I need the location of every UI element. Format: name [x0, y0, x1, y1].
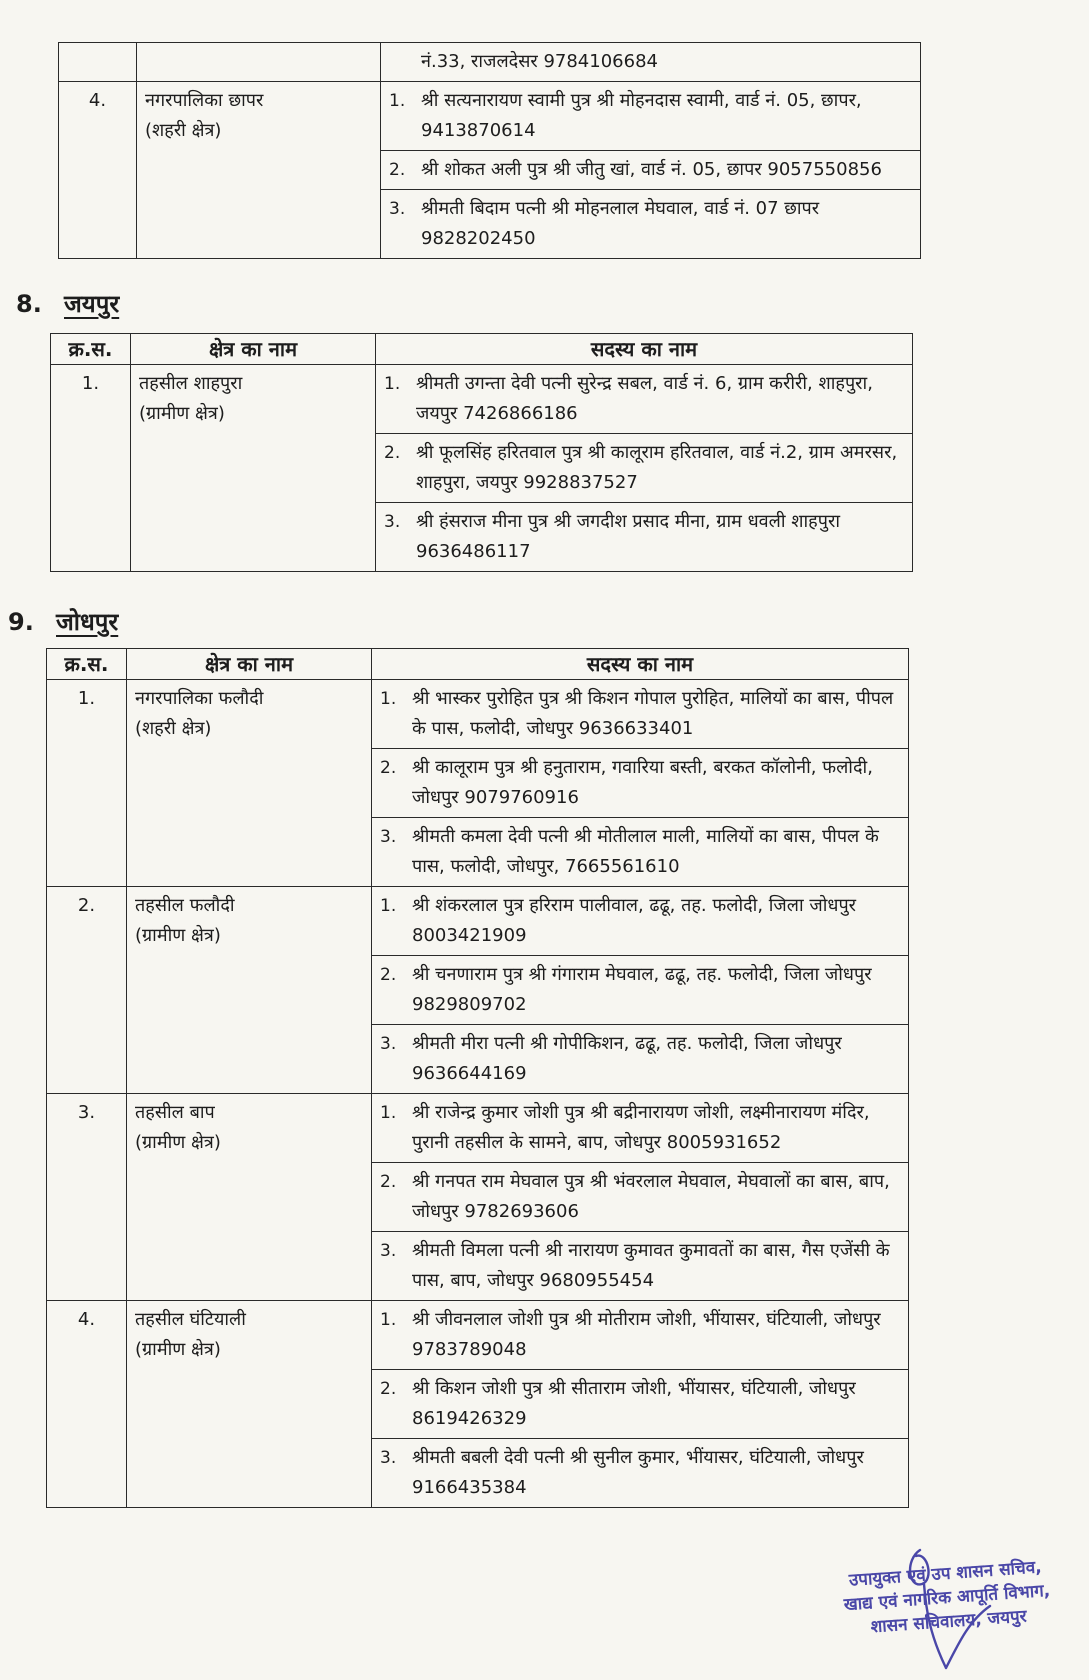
stamp-line: उपायुक्त एवं उप शासन सचिव, [848, 1557, 1043, 1591]
area-title: तहसील फलौदी [135, 895, 235, 916]
member-entry [372, 1232, 909, 1301]
table-row [47, 1301, 909, 1370]
header-area: क्षेत्र का नाम [127, 649, 372, 680]
member-details: श्रीमती विमला पत्नी श्री नारायण कुमावत कुमावतों का बास, गैस एजेंसी के पास, बाप, जोधपुर 9680955454 [412, 1240, 890, 1291]
member-details: श्री हंसराज मीना पुत्र श्री जगदीश प्रसाद मीना, ग्राम धवली शाहपुरा 9636486117 [416, 511, 840, 562]
area-type: (ग्रामीण क्षेत्र) [135, 925, 221, 946]
member-number: 1. [380, 896, 397, 916]
member-details: श्री भास्कर पुरोहित पुत्र श्री किशन गोपाल पुरोहित, मालियों का बास, पीपल के पास, फलोदी, जोधपुर 9636633401 [412, 688, 894, 739]
area-title: तहसील बाप [135, 1102, 215, 1123]
stamp-line: खाद्य एवं नागरिक आपूर्ति विभाग, [843, 1580, 1051, 1616]
area-type: (ग्रामीण क्षेत्र) [139, 403, 225, 424]
serial-number: 4. [59, 82, 137, 259]
header-serial: क्र.स. [47, 649, 127, 680]
member-entry [372, 1301, 909, 1370]
continuation-table [58, 42, 921, 259]
table-row [59, 43, 921, 82]
member-details: श्री किशन जोशी पुत्र श्री सीताराम जोशी, भींयासर, घंटियाली, जोधपुर 8619426329 [412, 1378, 856, 1429]
member-details: श्री राजेन्द्र कुमार जोशी पुत्र श्री बद्रीनारायण जोशी, लक्ष्मीनारायण मंदिर, पुरानी तहसील के सामने, बाप, जोधपुर 8005931652 [412, 1102, 870, 1153]
member-number: 3. [384, 512, 401, 532]
member-number: 2. [380, 758, 397, 778]
member-details: श्री जीवनलाल जोशी पुत्र श्री मोतीराम जोशी, भींयासर, घंटियाली, जोधपुर 9783789048 [412, 1309, 881, 1360]
member-details: श्री कालूराम पुत्र श्री हनुताराम, गवारिया बस्ती, बरकत कॉलोनी, फलोदी, जोधपुर 9079760916 [412, 757, 873, 808]
area-name [127, 887, 372, 1094]
jodhpur-member-table [46, 648, 909, 1508]
member-entry [372, 1439, 909, 1508]
member-details: श्रीमती बिदाम पत्नी श्री मोहनलाल मेघवाल, वार्ड नं. 07 छापर 9828202450 [421, 198, 820, 249]
table-row [47, 1094, 909, 1163]
serial-number: 2. [47, 887, 127, 1094]
section-heading-jodhpur [8, 605, 118, 638]
member-number: 2. [380, 1172, 397, 1192]
member-entry [381, 151, 921, 190]
area-name [131, 365, 376, 572]
table-header-row [51, 334, 913, 365]
member-details: श्री शोकत अली पुत्र श्री जीतु खां, वार्ड नं. 05, छापर 9057550856 [421, 159, 882, 180]
member-details: श्री शंकरलाल पुत्र हरिराम पालीवाल, ढढू, तह. फलोदी, जिला जोधपुर 8003421909 [412, 895, 857, 946]
section-number: 8. [16, 290, 42, 318]
member-entry [372, 1163, 909, 1232]
area-type: (ग्रामीण क्षेत्र) [135, 1339, 221, 1360]
table-header-row [47, 649, 909, 680]
member-number: 3. [380, 827, 397, 847]
member-details: श्रीमती कमला देवी पत्नी श्री मोतीलाल माली, मालियों का बास, पीपल के पास, फलोदी, जोधपुर, 7665561610 [412, 826, 879, 877]
area-title: तहसील शाहपुरा [139, 373, 243, 394]
member-details: श्री सत्यनारायण स्वामी पुत्र श्री मोहनदास स्वामी, वार्ड नं. 05, छापर, 9413870614 [421, 90, 862, 141]
table-row [59, 82, 921, 151]
member-number: 2. [380, 1379, 397, 1399]
member-entry [376, 365, 913, 434]
area-name [137, 43, 381, 82]
member-entry [372, 680, 909, 749]
area-name [127, 1094, 372, 1301]
member-entry [372, 1025, 909, 1094]
header-member: सदस्य का नाम [376, 334, 913, 365]
area-type: (शहरी क्षेत्र) [135, 718, 212, 739]
member-entry [376, 434, 913, 503]
member-number: 1. [389, 91, 406, 111]
member-number: 2. [389, 160, 406, 180]
member-details: श्रीमती बबली देवी पत्नी श्री सुनील कुमार, भींयासर, घंटियाली, जोधपुर 9166435384 [412, 1447, 864, 1498]
member-number: 1. [380, 1310, 397, 1330]
member-entry [376, 503, 913, 572]
member-entry [372, 818, 909, 887]
header-member: सदस्य का नाम [372, 649, 909, 680]
serial-number: 3. [47, 1094, 127, 1301]
member-number: 3. [380, 1241, 397, 1261]
stamp-line: शासन सचिवालय, जयपुर [870, 1606, 1028, 1638]
section-name: जोधपुर [56, 608, 119, 636]
member-details: श्रीमती उगन्ता देवी पत्नी सुरेन्द्र सबल, वार्ड नं. 6, ग्राम करीरी, शाहपुरा, जयपुर 7426866186 [416, 373, 873, 424]
member-number: 3. [380, 1034, 397, 1054]
table-row [51, 365, 913, 434]
area-name [127, 1301, 372, 1508]
section-heading-jaipur [16, 287, 119, 320]
member-entry [381, 190, 921, 259]
section-name: जयपुर [64, 290, 120, 318]
member-entry [372, 956, 909, 1025]
table-row [47, 680, 909, 749]
area-title: नगरपालिका छापर [145, 90, 264, 111]
serial-number [59, 43, 137, 82]
area-type: (शहरी क्षेत्र) [145, 120, 222, 141]
serial-number: 1. [51, 365, 131, 572]
member-number: 3. [389, 199, 406, 219]
member-entry [372, 887, 909, 956]
serial-number: 1. [47, 680, 127, 887]
member-details: श्री गनपत राम मेघवाल पुत्र श्री भंवरलाल मेघवाल, मेघवालों का बास, बाप, जोधपुर 9782693606 [412, 1171, 890, 1222]
member-number: 1. [380, 1103, 397, 1123]
member-entry [381, 43, 921, 82]
member-number: 3. [380, 1448, 397, 1468]
member-details: श्रीमती मीरा पत्नी श्री गोपीकिशन, ढढू, तह. फलोदी, जिला जोधपुर 9636644169 [412, 1033, 842, 1084]
member-entry [372, 1370, 909, 1439]
member-entry [372, 749, 909, 818]
member-details: नं.33, राजलदेसर 9784106684 [421, 51, 658, 72]
member-entry [372, 1094, 909, 1163]
table-row [47, 887, 909, 956]
header-area: क्षेत्र का नाम [131, 334, 376, 365]
serial-number: 4. [47, 1301, 127, 1508]
area-name [137, 82, 381, 259]
header-serial: क्र.स. [51, 334, 131, 365]
jaipur-member-table [50, 333, 913, 572]
member-entry [381, 82, 921, 151]
member-number: 2. [380, 965, 397, 985]
member-number: 2. [384, 443, 401, 463]
member-number: 1. [380, 689, 397, 709]
member-number [389, 47, 421, 77]
area-title: नगरपालिका फलौदी [135, 688, 264, 709]
member-details: श्री फूलसिंह हरितवाल पुत्र श्री कालूराम हरितवाल, वार्ड नं.2, ग्राम अमरसर, शाहपुरा, जयपुर 9928837527 [416, 442, 898, 493]
section-number: 9. [8, 608, 34, 636]
area-name [127, 680, 372, 887]
member-details: श्री चनणाराम पुत्र श्री गंगाराम मेघवाल, ढढू, तह. फलोदी, जिला जोधपुर 9829809702 [412, 964, 872, 1015]
area-title: तहसील घंटियाली [135, 1309, 246, 1330]
member-number: 1. [384, 374, 401, 394]
area-type: (ग्रामीण क्षेत्र) [135, 1132, 221, 1153]
